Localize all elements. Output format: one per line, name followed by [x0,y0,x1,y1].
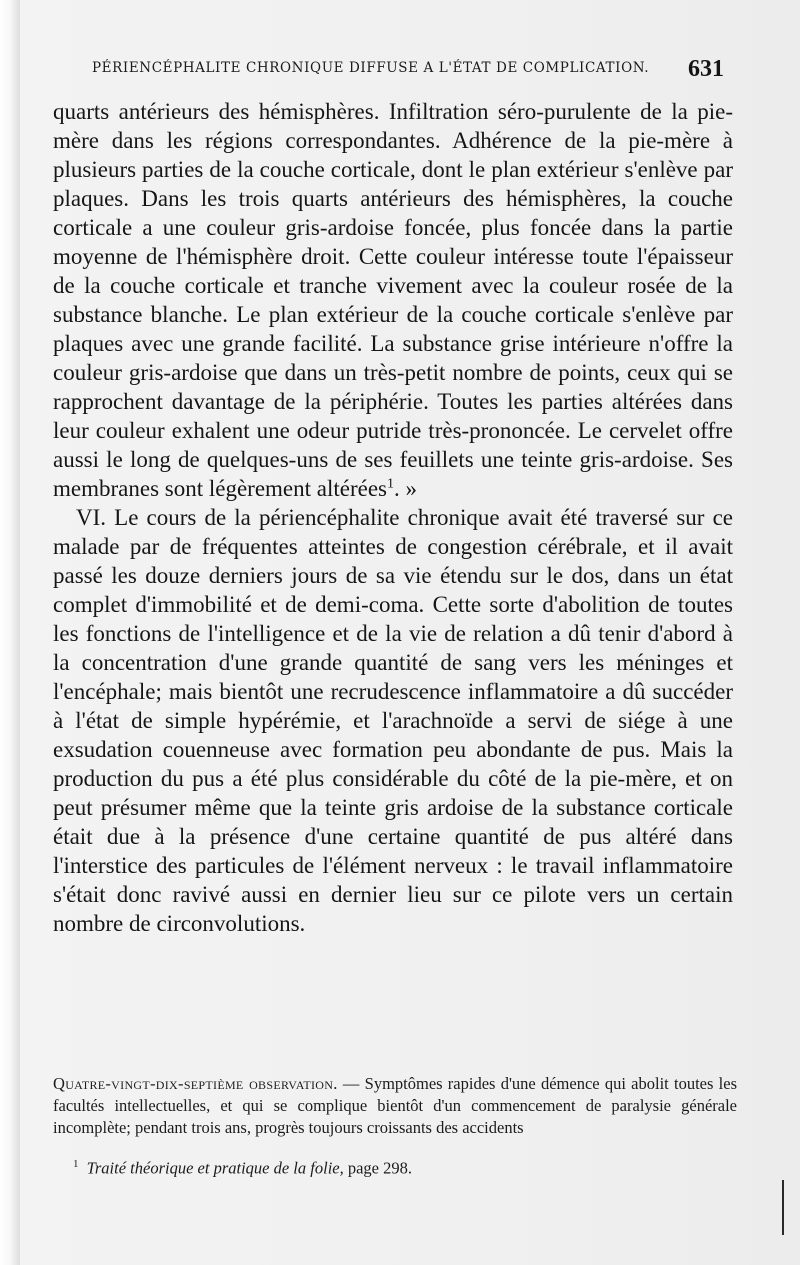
footnote-reference: 1 [387,476,394,492]
footnote-title: Traité théorique et pratique de la folie, [86,1158,344,1178]
body-text [53,97,733,938]
observation-heading: Quatre-vingt-dix-septième observation. [53,1074,338,1093]
footnote [73,1158,733,1179]
observation-summary [53,1073,737,1139]
paragraph-1-text: quarts antérieurs des hémisphères. Infiltration séro-purulente de la pie-mère dans les régions correspondantes. Adhérence de la pie-mère à plusieurs parties de la couche corticale, dont le plan extérieur s'enlève par plaques. Dans les trois quarts antérieurs des hémisphères, la couche corticale a une couleur gris-ardoise foncée, plus foncée dans la partie moyenne de l'hémisphère droit. Cette couleur intéresse toute l'épaisseur de la couche corticale et tranche vivement avec la couleur rosée de la substance blanche. Le plan extérieur de la couche corticale s'enlève par plaques avec une grande facilité. La substance grise intérieure n'offre la couleur gris-ardoise que dans un très-petit nombre de points, ceux qui se rapprochent davantage de la périphérie. Toutes les parties altérées dans leur couleur exhalent une odeur putride très-prononcée. Le cervelet offre aussi le long de quelques-uns de ses feuillets une teinte gris-ardoise. Ses membranes sont légèrement altérées [53,99,733,501]
page-edge [0,0,20,1265]
footnote-page: page 298. [347,1158,413,1178]
running-head-title: PÉRIENCÉPHALITE CHRONIQUE DIFFUSE A L'ÉTAT DE COMPLICATION. [92,60,650,76]
page-edge-mark [782,1180,784,1235]
paragraph-2: VI. Le cours de la périencéphalite chronique avait été traversé sur ce malade par de fréquentes atteintes de congestion cérébrale, et il avait passé les douze derniers jours de sa vie étendu sur le dos, dans un état complet d'immobilité et de demi-coma. Cette sorte d'abolition de toutes les fonctions de l'intelligence et de la vie de relation a dû tenir d'abord à la concentration d'une grande quantité de sang vers les méninges et l'encéphale; mais bientôt une recrudescence inflammatoire a dû succéder à l'état de simple hypérémie, et l'arachnoïde a servi de siége à une exsudation couenneuse avec formation peu abondante de pus. Mais la production du pus a été plus considérable du côté de la pie-mère, et on peut présumer même que la teinte gris ardoise de la substance corticale était due à la présence d'une certaine quantité de pus altéré dans l'interstice des particules de l'élément nerveux : le travail inflammatoire s'était donc ravivé aussi en dernier lieu sur ce pilote vers un certain nombre de circonvolutions. [53,505,733,936]
page-number: 631 [688,56,724,82]
paragraph-1 [53,97,733,503]
observation-text: — Symptômes rapides d'une démence qui abolit toutes les facultés intellectuelles, et qui se complique bientôt d'un commencement de paralysie générale incomplète; pendant trois ans, progrès toujours croissants des accidents [53,1074,737,1137]
footnote-mark: 1 [73,1158,79,1170]
paragraph-1-end: . » [394,476,417,501]
